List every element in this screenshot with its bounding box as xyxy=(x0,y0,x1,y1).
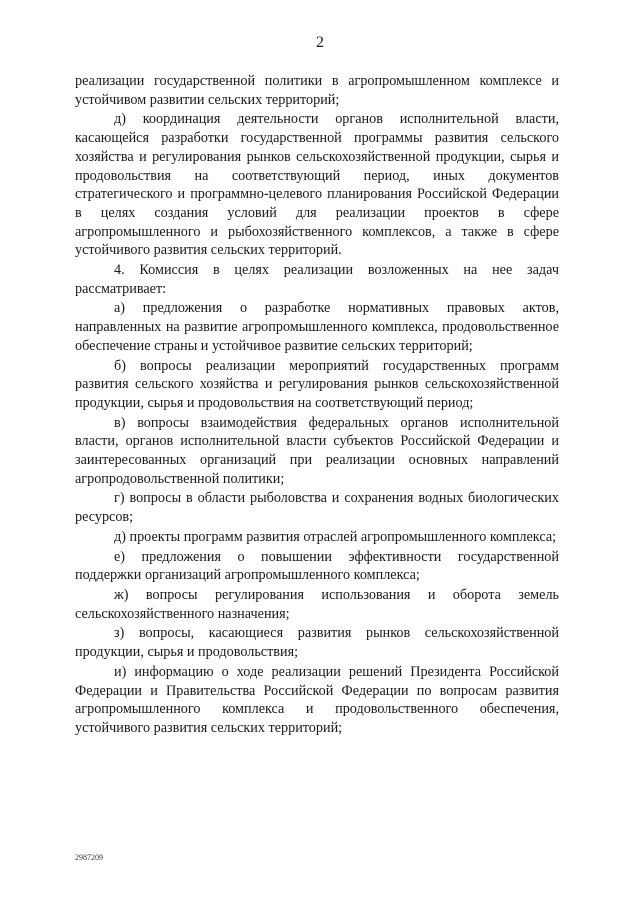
paragraph-item-g: г) вопросы в области рыболовства и сохранения водных биологических ресурсов; xyxy=(75,490,559,526)
paragraph-item-b: б) вопросы реализации мероприятий государственных программ развития сельского хозяйства и регулирования рынков сельскохозяйственной продукции, сырья и продовольствия на соответствующий период; xyxy=(75,357,559,411)
paragraph-section-4: 4. Комиссия в целях реализации возложенных на нее задач рассматривает: xyxy=(75,262,559,297)
paragraph-item-z: з) вопросы, касающиеся развития рынков сельскохозяйственной продукции, сырья и продовольствия; xyxy=(75,625,559,661)
paragraph-item-e: е) предложения о повышении эффективности государственной поддержки организаций агропромышленного комплекса; xyxy=(75,548,559,584)
paragraph-continuation: реализации государственной политики в агропромышленном комплексе и устойчивом развитии сельских территорий; xyxy=(75,73,559,108)
document-code: 2987209 xyxy=(75,853,103,862)
page-number: 2 xyxy=(316,34,324,51)
paragraph-item-d: д) проекты программ развития отраслей агропромышленного комплекса; xyxy=(114,528,557,545)
paragraph-item-v: в) вопросы взаимодействия федеральных органов исполнительной власти, органов исполнительной власти субъектов Российской Федерации и заинтересованных организаций при реализации основных направлений агропродовольственной политики; xyxy=(75,414,559,487)
document-body xyxy=(75,72,559,739)
paragraph-item-i: и) информацию о ходе реализации решений Президента Российской Федерации и Правительства Российской Федерации по вопросам развития агропромышленного комплекса и продовольственного обеспечения, устойчивого развития сельских территорий; xyxy=(75,663,559,736)
paragraph-item-zh: ж) вопросы регулирования использования и оборота земель сельскохозяйственного назначения; xyxy=(75,586,559,622)
paragraph-item-d-coordination: д) координация деятельности органов исполнительной власти, касающейся разработки государственной программы развития сельского хозяйства и регулирования рынков сельскохозяйственной продукции, сырья и продовольствия на соответствующий период, иных документов стратегического и программно-целевого планирования Российской Федерации в целях создания условий для реализации проектов в сфере агропромышленного и рыбохозяйственного комплексов, а также в сфере устойчивого развития сельских территорий. xyxy=(75,111,559,259)
paragraph-item-a: а) предложения о разработке нормативных правовых актов, направленных на развитие агропромышленного комплекса, продовольственное обеспечение страны и устойчивое развитие сельских территорий; xyxy=(75,300,559,354)
